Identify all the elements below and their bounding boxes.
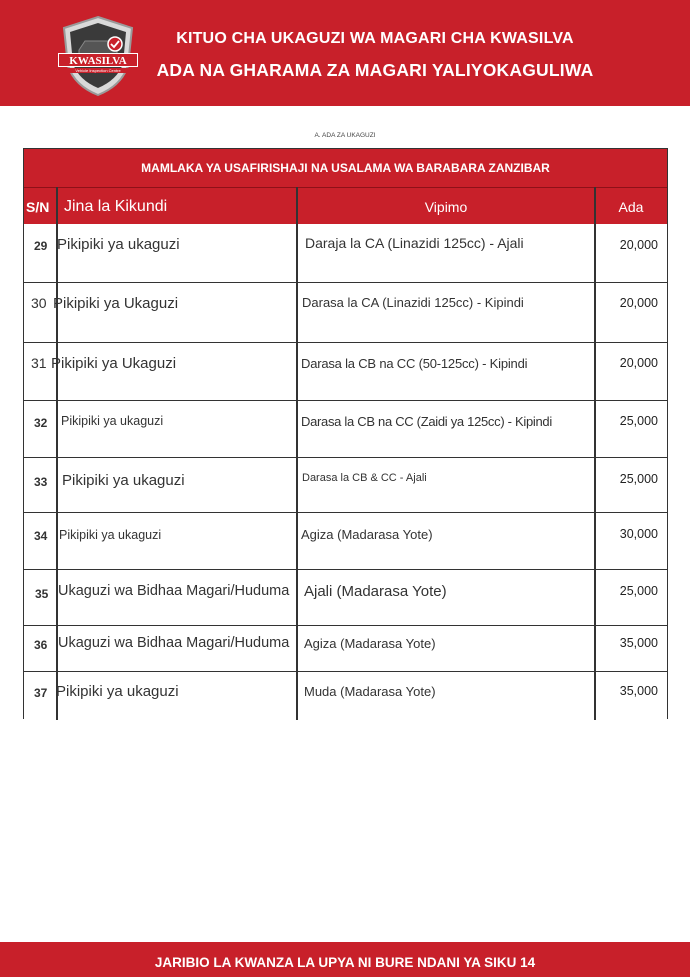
row-ada: 25,000: [619, 584, 658, 598]
row-vipimo: Darasa la CB na CC (50-125cc) - Kipindi: [301, 356, 528, 371]
column-header-sn: S/N: [26, 198, 50, 215]
column-header-name: Jina la Kikundi: [64, 197, 168, 215]
row-vipimo: Agiza (Madarasa Yote): [304, 636, 436, 651]
row-name: Pikipiki ya ukaguzi: [59, 528, 162, 542]
row-ada: 20,000: [619, 238, 658, 252]
center-name: KITUO CHA UKAGUZI WA MAGARI CHA KWASILVA: [176, 30, 574, 47]
row-vipimo: Agiza (Madarasa Yote): [301, 527, 433, 542]
column-header-vipimo: Vipimo: [424, 198, 468, 215]
row-ada: 35,000: [619, 636, 658, 650]
section-label: A. ADA ZA UKAGUZI: [314, 132, 376, 139]
row-ada: 20,000: [619, 296, 658, 310]
row-name: Pikipiki ya Ukaguzi: [51, 355, 177, 372]
table-row: [24, 458, 667, 513]
table-row: [24, 283, 667, 343]
row-vipimo: Darasa la CA (Linazidi 125cc) - Kipindi: [302, 295, 524, 310]
row-name: Pikipiki ya Ukaguzi: [53, 295, 179, 312]
row-vipimo: Darasa la CB na CC (Zaidi ya 125cc) - Kipindi: [301, 414, 552, 429]
row-vipimo: Darasa la CB & CC - Ajali: [302, 472, 427, 484]
table-row: [24, 570, 667, 626]
row-sn: 34: [34, 529, 48, 543]
row-name: Pikipiki ya ukaguzi: [57, 236, 180, 253]
page-title: ADA NA GHARAMA ZA MAGARI YALIYOKAGULIWA: [156, 60, 594, 80]
table-row: [24, 401, 667, 458]
row-vipimo: Daraja la CA (Linazidi 125cc) - Ajali: [305, 235, 524, 251]
table-row: [24, 626, 667, 672]
row-sn: 33: [34, 475, 48, 489]
table-row: [24, 672, 667, 720]
row-name: Pikipiki ya ukaguzi: [56, 683, 179, 700]
column-header-ada: Ada: [618, 198, 644, 215]
row-name: Pikipiki ya ukaguzi: [62, 472, 185, 489]
table-row: [24, 513, 667, 570]
row-name: Ukaguzi wa Bidhaa Magari/Huduma: [58, 635, 290, 651]
row-vipimo: Ajali (Madarasa Yote): [304, 583, 447, 600]
fee-table: [23, 148, 668, 719]
row-sn: 29: [34, 239, 48, 253]
row-name: Pikipiki ya ukaguzi: [61, 414, 164, 428]
table-row: [24, 343, 667, 401]
row-ada: 25,000: [619, 472, 658, 486]
row-vipimo: Muda (Madarasa Yote): [304, 684, 436, 699]
row-sn: 36: [34, 638, 48, 652]
row-sn: 31: [31, 355, 47, 371]
row-ada: 30,000: [619, 527, 658, 541]
row-sn: 35: [35, 587, 49, 601]
row-ada: 35,000: [619, 684, 658, 698]
table-banner: MAMLAKA YA USAFIRISHAJI NA USALAMA WA BARABARA ZANZIBAR: [24, 149, 667, 187]
row-name: Ukaguzi wa Bidhaa Magari/Huduma: [58, 583, 290, 599]
page-header: [0, 0, 690, 106]
row-sn: 30: [31, 295, 47, 311]
kwasilva-logo: [55, 14, 141, 98]
row-sn: 32: [34, 416, 48, 430]
page-footer: JARIBIO LA KWANZA LA UPYA NI BURE NDANI YA SIKU 14: [0, 942, 690, 977]
logo-text: KWASILVA: [58, 53, 138, 67]
table-row: [24, 224, 667, 283]
logo-subtext: Vehicle Inspection Centre: [61, 68, 135, 73]
table-header: [24, 187, 667, 224]
row-sn: 37: [34, 686, 48, 700]
row-ada: 20,000: [619, 356, 658, 370]
row-ada: 25,000: [619, 414, 658, 428]
